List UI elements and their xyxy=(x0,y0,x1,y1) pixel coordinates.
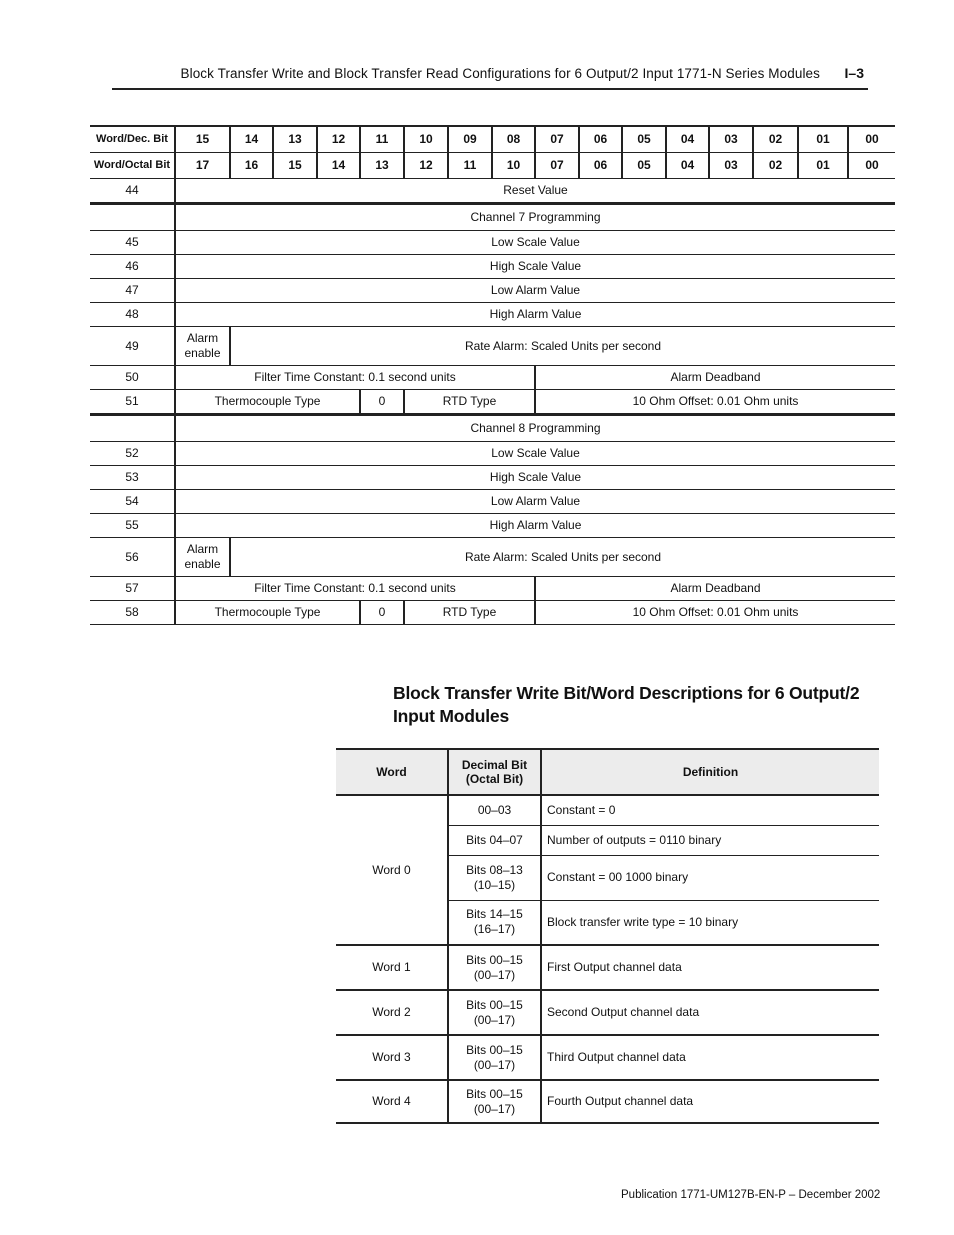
word-row xyxy=(90,490,895,514)
header-title: Block Transfer Write and Block Transfer Read Configurations for 6 Output/2 Input 1771-N Series Modules xyxy=(180,66,820,81)
alarm-label: Alarm xyxy=(186,542,219,556)
table-header-row xyxy=(336,749,879,795)
table-row xyxy=(336,1080,879,1123)
word-number: 47 xyxy=(125,283,139,297)
word-cell: Word 1 xyxy=(372,960,411,974)
bit-range: Bits 00–15 xyxy=(466,1086,523,1101)
high-scale-value: High Scale Value xyxy=(175,466,895,490)
header-bit-octal: (Octal Bit) xyxy=(465,772,524,786)
channel-7-heading: Channel 7 Programming xyxy=(175,204,895,231)
dec-bit-cell: 04 xyxy=(666,126,709,153)
word-number: 46 xyxy=(125,259,139,273)
dec-bit-cell: 03 xyxy=(709,126,753,153)
octal-range: (00–17) xyxy=(473,1057,516,1072)
word-row xyxy=(90,279,895,303)
oct-bit-cell: 16 xyxy=(230,153,273,179)
bit-cell xyxy=(448,900,541,945)
word-row xyxy=(90,514,895,538)
high-alarm-value: High Alarm Value xyxy=(175,514,895,538)
table-row xyxy=(336,795,879,825)
word-row xyxy=(90,366,895,390)
definition-cell: First Output channel data xyxy=(541,945,879,990)
oct-bit-cell: 02 xyxy=(753,153,798,179)
oct-bit-cell: 03 xyxy=(709,153,753,179)
word-row xyxy=(90,327,895,366)
table-row xyxy=(336,990,879,1035)
ohm-offset: 10 Ohm Offset: 0.01 Ohm units xyxy=(535,601,895,625)
page-number: I–3 xyxy=(844,65,864,81)
low-alarm-value: Low Alarm Value xyxy=(175,279,895,303)
low-scale-value: Low Scale Value xyxy=(175,442,895,466)
channel-8-heading-row xyxy=(90,415,895,442)
definition-cell: Fourth Output channel data xyxy=(541,1080,879,1123)
word-number: 49 xyxy=(125,338,139,353)
dec-bit-header-row xyxy=(90,126,895,153)
word-number: 52 xyxy=(125,446,139,460)
dec-bit-cell: 11 xyxy=(360,126,404,153)
bit-range: Bits 00–15 xyxy=(466,952,523,967)
bit-range: Bits 04–07 xyxy=(466,832,523,847)
word-row xyxy=(90,601,895,625)
publication-footer: Publication 1771-UM127B-EN-P – December 2002 xyxy=(621,1189,881,1201)
word-row xyxy=(90,231,895,255)
dec-bit-cell: 06 xyxy=(579,126,622,153)
definition-cell: Block transfer write type = 10 binary xyxy=(541,900,879,945)
oct-bit-cell: 15 xyxy=(273,153,317,179)
alarm-enable-cell xyxy=(175,327,230,366)
dec-bit-cell: 10 xyxy=(404,126,448,153)
word-row xyxy=(90,442,895,466)
enable-label: enable xyxy=(184,346,221,360)
octal-range: (10–15) xyxy=(473,877,516,892)
bit-cell xyxy=(448,1035,541,1080)
definition-cell: Third Output channel data xyxy=(541,1035,879,1080)
word-number: 55 xyxy=(125,518,139,532)
filter-time-constant: Filter Time Constant: 0.1 second units xyxy=(175,366,535,390)
bit-cell xyxy=(448,990,541,1035)
dec-bit-cell: 01 xyxy=(798,126,848,153)
dec-bit-cell: 05 xyxy=(622,126,666,153)
oct-bit-cell: 14 xyxy=(317,153,360,179)
oct-bit-cell: 12 xyxy=(404,153,448,179)
oct-bit-header-row xyxy=(90,153,895,179)
alarm-label: Alarm xyxy=(186,331,219,345)
header-bit xyxy=(448,749,541,795)
word-cell: Word 4 xyxy=(372,1094,411,1108)
word-number: 57 xyxy=(125,581,139,595)
dec-bit-cell: 07 xyxy=(535,126,579,153)
word-number: 56 xyxy=(125,549,139,564)
word-row xyxy=(90,538,895,577)
oct-bit-cell: 07 xyxy=(535,153,579,179)
dec-bit-cell: 14 xyxy=(230,126,273,153)
bit-word-description-table xyxy=(336,748,879,1124)
oct-bit-cell: 13 xyxy=(360,153,404,179)
dec-bit-cell: 13 xyxy=(273,126,317,153)
oct-bit-cell: 04 xyxy=(666,153,709,179)
rtd-type: RTD Type xyxy=(404,390,535,415)
bit-range: Bits 00–15 xyxy=(466,1042,523,1057)
definition-cell: Constant = 00 1000 binary xyxy=(541,855,879,900)
word-number: 44 xyxy=(125,183,139,197)
word-row xyxy=(90,466,895,490)
alarm-enable-cell xyxy=(175,538,230,577)
rate-alarm: Rate Alarm: Scaled Units per second xyxy=(230,327,895,366)
bit-cell xyxy=(448,825,541,855)
bit-cell xyxy=(448,945,541,990)
rate-alarm: Rate Alarm: Scaled Units per second xyxy=(230,538,895,577)
bit-layout-table xyxy=(90,125,895,625)
table-row xyxy=(336,1035,879,1080)
word-row xyxy=(90,255,895,279)
thermocouple-type: Thermocouple Type xyxy=(175,390,360,415)
word-number: 48 xyxy=(125,307,139,321)
rtd-type: RTD Type xyxy=(404,601,535,625)
page-header xyxy=(112,64,868,90)
word-number: 50 xyxy=(125,370,139,384)
word-number: 45 xyxy=(125,235,139,249)
zero-bit: 0 xyxy=(360,601,404,625)
oct-bit-cell: 05 xyxy=(622,153,666,179)
dec-bit-cell: 12 xyxy=(317,126,360,153)
octal-range: (00–17) xyxy=(473,967,516,982)
alarm-deadband: Alarm Deadband xyxy=(535,577,895,601)
oct-bit-cell: 10 xyxy=(492,153,535,179)
oct-bit-cell: 06 xyxy=(579,153,622,179)
word-number: 58 xyxy=(125,605,139,619)
word-row xyxy=(90,303,895,327)
word-number: 51 xyxy=(125,394,139,408)
octal-range: (16–17) xyxy=(473,922,516,937)
word-cell: Word 0 xyxy=(372,862,411,877)
low-scale-value: Low Scale Value xyxy=(175,231,895,255)
header-word: Word xyxy=(336,749,448,795)
octal-range: (00–17) xyxy=(473,1012,516,1027)
header-bit-decimal: Decimal Bit xyxy=(461,758,528,772)
oct-bit-cell: 01 xyxy=(798,153,848,179)
channel-7-heading-row xyxy=(90,204,895,231)
dec-bit-cell: 15 xyxy=(175,126,230,153)
octal-range: (00–17) xyxy=(473,1101,516,1116)
bit-range: Bits 00–15 xyxy=(466,997,523,1012)
reset-value: Reset Value xyxy=(175,179,895,204)
oct-bit-cell: 00 xyxy=(848,153,895,179)
oct-bit-cell: 11 xyxy=(448,153,492,179)
zero-bit: 0 xyxy=(360,390,404,415)
channel-8-heading: Channel 8 Programming xyxy=(175,415,895,442)
word-row xyxy=(90,390,895,415)
dec-bit-cell: 09 xyxy=(448,126,492,153)
bit-range: 00–03 xyxy=(477,802,512,817)
word-row xyxy=(90,577,895,601)
alarm-deadband: Alarm Deadband xyxy=(535,366,895,390)
table-row xyxy=(336,945,879,990)
oct-bit-cell: 17 xyxy=(175,153,230,179)
word-number: 54 xyxy=(125,494,139,508)
word-cell: Word 3 xyxy=(372,1050,411,1064)
dec-bit-label: Word/Dec. Bit xyxy=(96,133,168,145)
bit-cell xyxy=(448,1080,541,1123)
definition-cell: Number of outputs = 0110 binary xyxy=(541,825,879,855)
word-cell: Word 2 xyxy=(372,1005,411,1019)
oct-bit-label: Word/Octal Bit xyxy=(93,159,171,171)
definition-cell: Constant = 0 xyxy=(541,795,879,825)
dec-bit-cell: 08 xyxy=(492,126,535,153)
word-row xyxy=(90,179,895,204)
enable-label: enable xyxy=(184,557,221,571)
high-alarm-value: High Alarm Value xyxy=(175,303,895,327)
bit-range: Bits 14–15 xyxy=(466,907,523,922)
word-number: 53 xyxy=(125,470,139,484)
word-number xyxy=(90,204,175,231)
header-definition: Definition xyxy=(541,749,879,795)
filter-time-constant: Filter Time Constant: 0.1 second units xyxy=(175,577,535,601)
bit-cell xyxy=(448,855,541,900)
word-number xyxy=(90,415,175,442)
definition-cell: Second Output channel data xyxy=(541,990,879,1035)
ohm-offset: 10 Ohm Offset: 0.01 Ohm units xyxy=(535,390,895,415)
bit-cell xyxy=(448,795,541,825)
bit-range: Bits 08–13 xyxy=(466,862,523,877)
dec-bit-cell: 00 xyxy=(848,126,895,153)
thermocouple-type: Thermocouple Type xyxy=(175,601,360,625)
low-alarm-value: Low Alarm Value xyxy=(175,490,895,514)
dec-bit-cell: 02 xyxy=(753,126,798,153)
section-heading: Block Transfer Write Bit/Word Descriptions for 6 Output/2 Input Modules xyxy=(393,683,860,726)
high-scale-value: High Scale Value xyxy=(175,255,895,279)
